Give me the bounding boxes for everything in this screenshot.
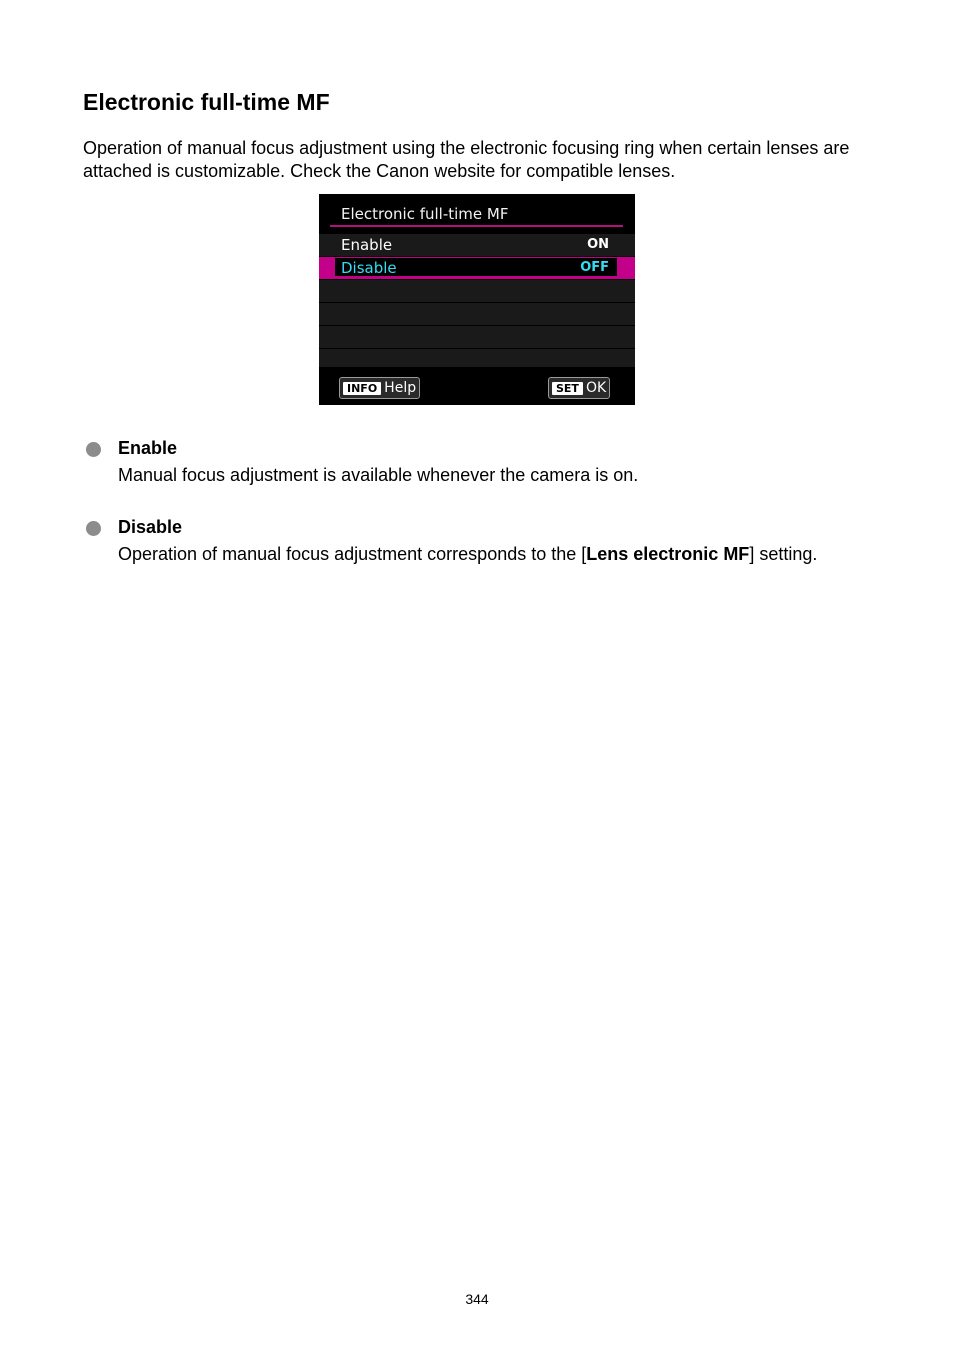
option-name: Enable xyxy=(118,438,178,458)
ok-label: OK xyxy=(585,380,607,396)
camera-menu-item-label: Disable xyxy=(341,259,397,277)
bullet-icon xyxy=(86,521,101,536)
option-description: Manual focus adjustment is available whenever the camera is on. xyxy=(118,465,639,485)
camera-menu-empty-row xyxy=(319,280,635,303)
info-key-icon: INFO xyxy=(343,382,381,395)
set-ok-button[interactable] xyxy=(548,377,610,399)
info-help-button[interactable] xyxy=(339,377,420,399)
description-text: ] setting. xyxy=(749,544,818,564)
description-text: Operation of manual focus adjustment corresponds to the [ xyxy=(118,544,587,564)
page-title: Electronic full-time MF xyxy=(83,89,330,115)
camera-menu-item-value: ON xyxy=(587,237,609,252)
camera-menu-title: Electronic full-time MF xyxy=(341,205,509,223)
camera-menu-footer xyxy=(319,367,635,405)
camera-menu-empty-row xyxy=(319,326,635,349)
option-description xyxy=(118,543,883,566)
intro-paragraph: Operation of manual focus adjustment using the electronic focusing ring when certain lenses are attached is customizable. Check the Canon website for compatible lenses. xyxy=(83,138,850,181)
camera-menu-empty-row xyxy=(319,303,635,326)
description-bold-setting-name: Lens electronic MF xyxy=(586,544,750,564)
bullet-icon xyxy=(86,442,101,457)
camera-menu-item-value: OFF xyxy=(580,260,609,275)
camera-menu-title-divider xyxy=(330,225,623,227)
camera-menu-item-disable[interactable] xyxy=(319,257,635,280)
page-number: 344 xyxy=(465,1291,489,1307)
help-label: Help xyxy=(384,380,417,396)
option-name: Disable xyxy=(118,517,183,537)
set-key-icon: SET xyxy=(552,382,583,395)
camera-menu-item-label: Enable xyxy=(341,236,393,254)
camera-menu-screenshot xyxy=(319,194,635,405)
camera-menu-item-enable[interactable] xyxy=(319,234,635,257)
